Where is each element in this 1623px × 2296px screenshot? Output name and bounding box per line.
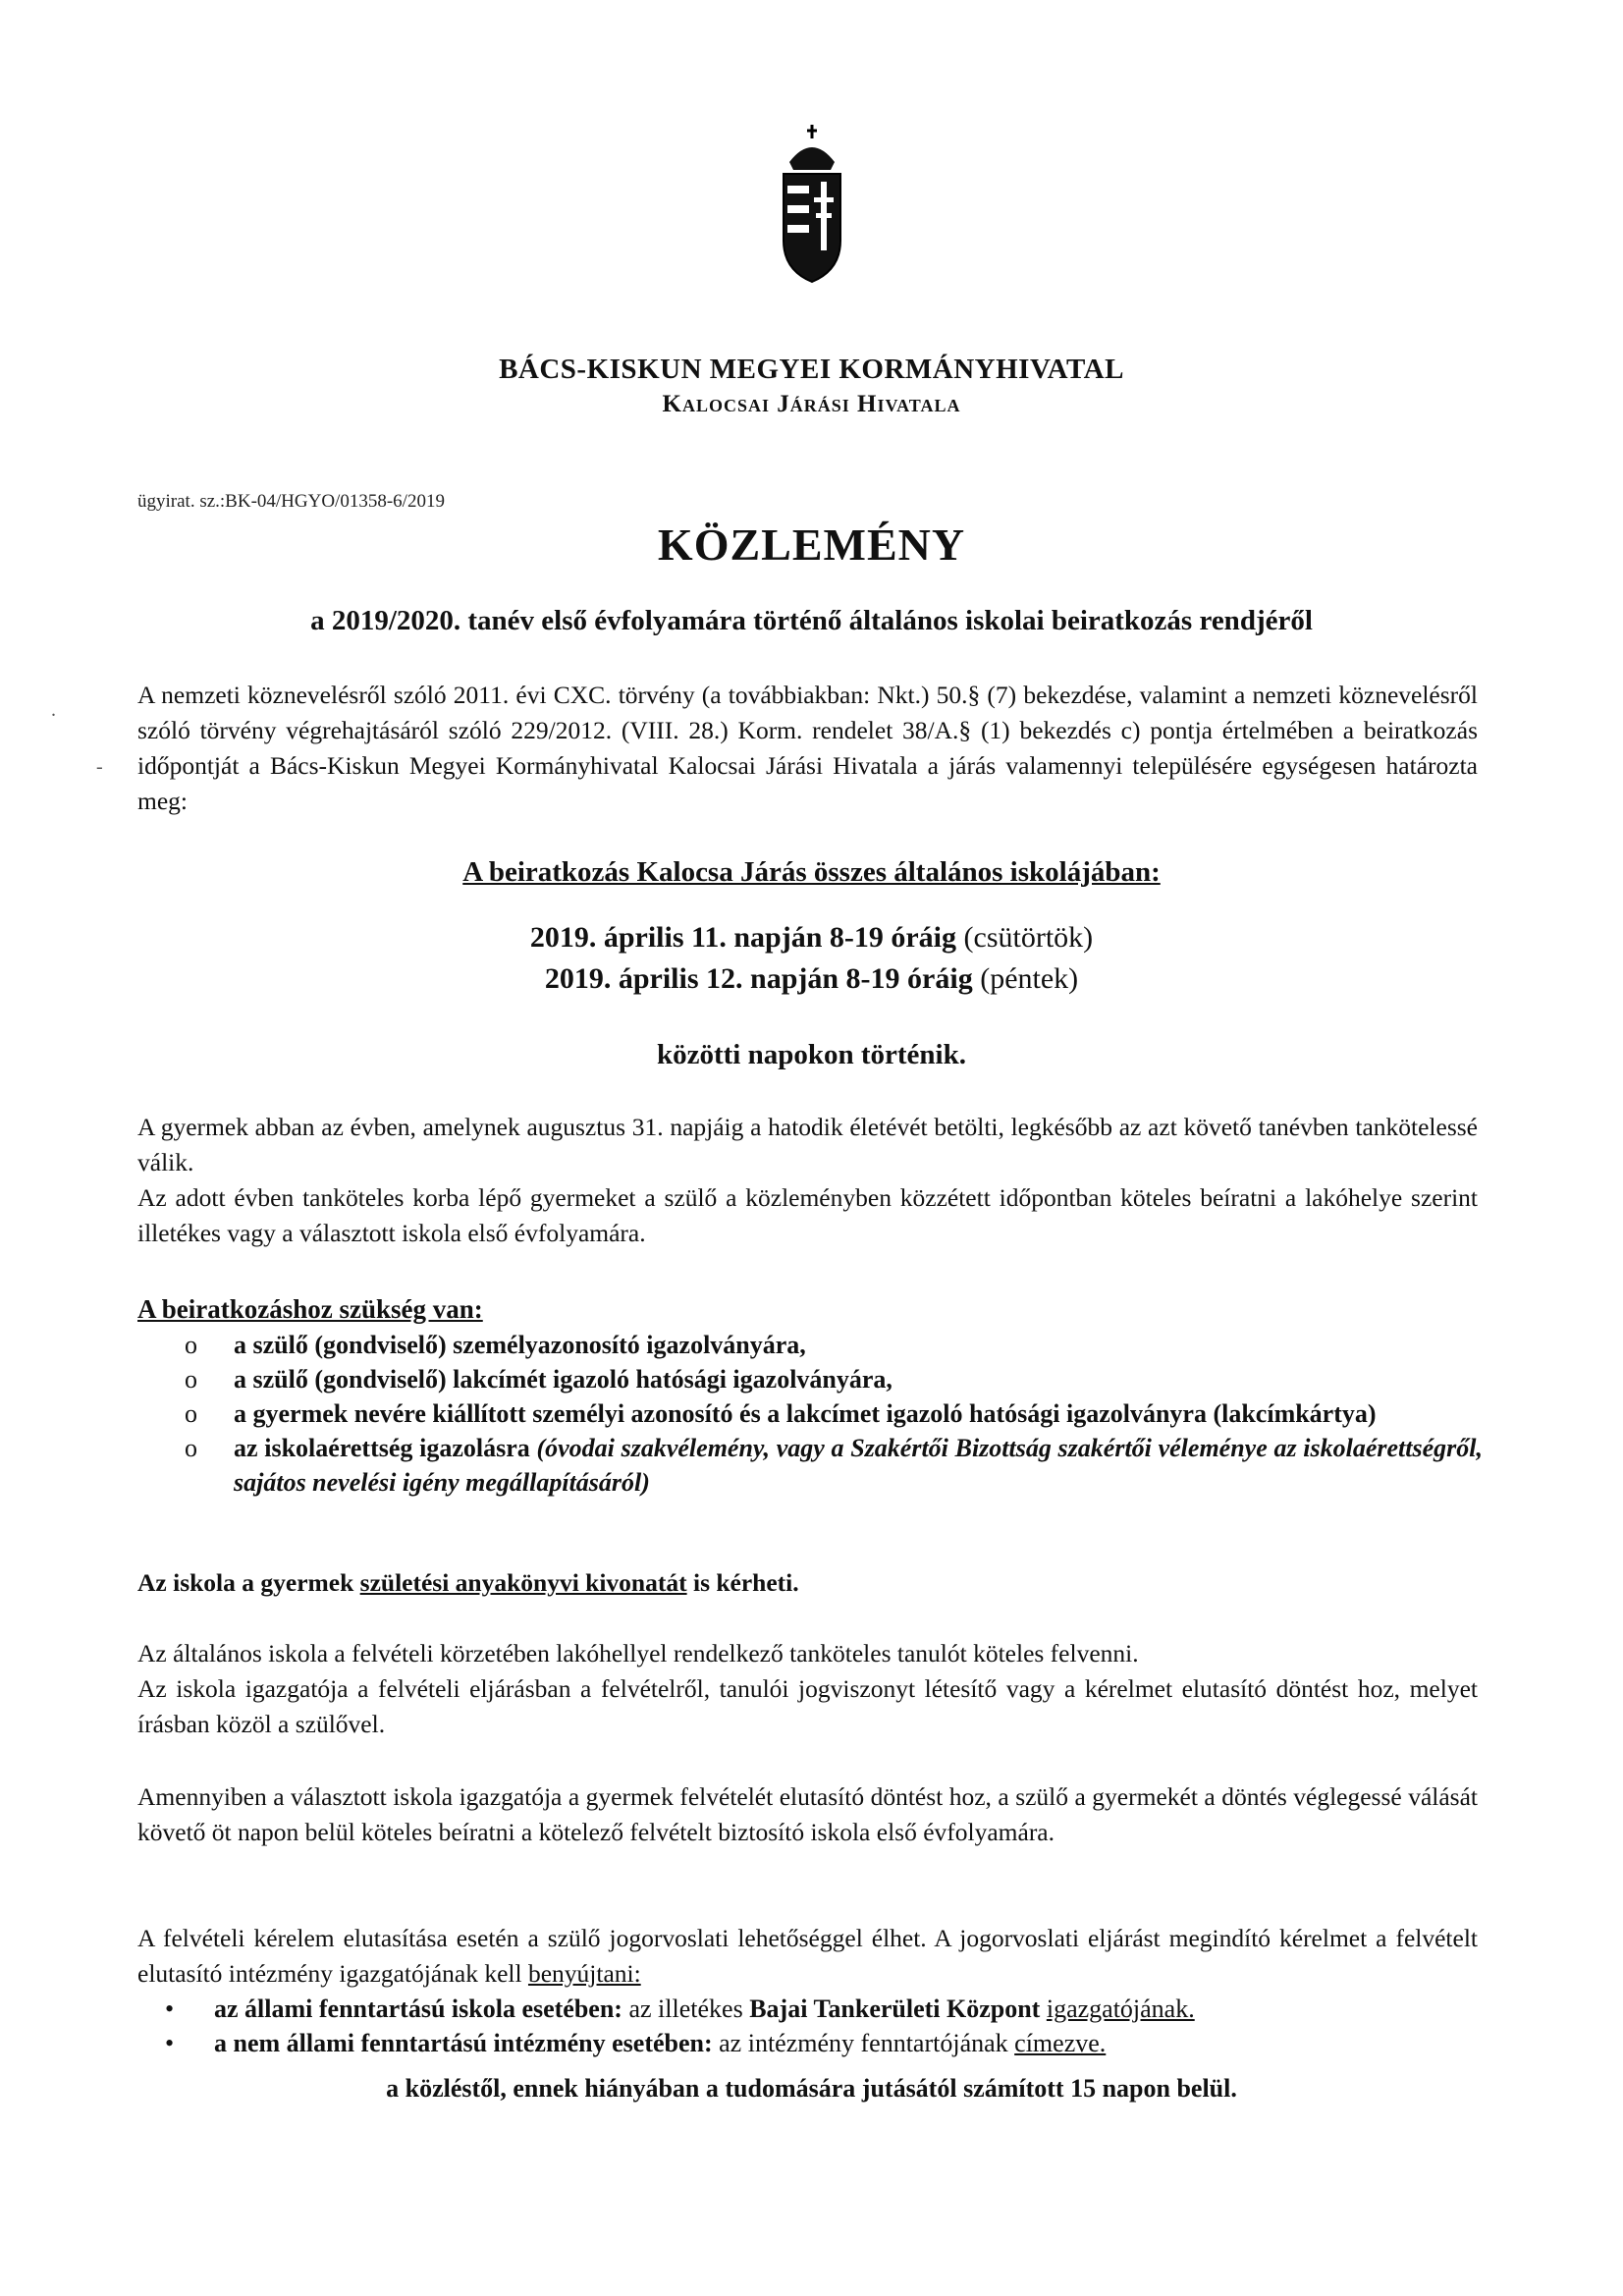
appeal-paragraph: A felvételi kérelem elutasítása esetén a szülő jogorvoslati lehetőséggel élhet. A jogorvoslati eljárást megindító kérelmet a felvételt elutasító intézmény igazgatójának kell benyújtani: [137,1924,1478,1988]
page-title: KÖZLEMÉNY [657,519,966,570]
requirements-heading: A beiratkozáshoz szükség van: [137,1294,483,1324]
enrollment-between: közötti napokon történik. [656,1039,966,1070]
circle-bullet-icon: o [185,1434,197,1462]
circle-bullet-icon: o [185,1399,197,1428]
org-office: Kalocsai Járási Hivatala [662,391,961,417]
list-item: • az állami fenntartású iskola esetében: az illetékes Bajai Tankerületi Központ igazgatójának. [157,1992,1483,2026]
birth-cert-line: Az iskola a gyermek születési anyakönyvi kivonatát is kérheti. [137,1568,799,1597]
bullet-icon: • [165,2029,175,2057]
org-name: BÁCS-KISKUN MEGYEI KORMÁNYHIVATAL [499,354,1124,385]
intro-paragraph: A nemzeti köznevelésről szóló 2011. évi CXC. törvény (a továbbiakban: Nkt.) 50.§ (7) bekezdése, valamint a nemzeti köznevelésről szóló törvény végrehajtásáról szóló 229/2012. (VIII. 28.) Korm. rendelet 38/A.§ (1) bekezdés c) pontja értelmében a beiratkozás időpontját a Bács-Kiskun Megyei Kormányhivatal Kalocsai Járási Hivatala a járás valamennyi településére egységesen határozta meg: [137,681,1478,815]
appeal-list [157,1992,1483,2060]
list-item: o az iskolaérettség igazolásra (óvodai szakvélemény, vagy a Szakértői Bizottság szakértői véleménye az iskolaérettségről, sajátos nevelési igény megállapításáról) [177,1431,1483,1500]
date-2-day: (péntek) [980,962,1079,995]
enrollment-date-1 [0,921,1623,955]
list-item: • a nem állami fenntartású intézmény esetében: az intézmény fenntartójának címezve. [157,2026,1483,2060]
list-item: o a gyermek nevére kiállított személyi azonosító és a lakcímet igazoló hatósági igazolványra (lakcímkártya) [177,1396,1483,1431]
file-number: ügyirat. sz.:BK-04/HGYO/01358-6/2019 [137,491,445,512]
coat-of-arms-icon [768,123,856,290]
admission-paragraph-3: Amennyiben a választott iskola igazgatója a gyermek felvételét elutasító döntést hoz, a szülő a gyermekét a döntés véglegessé válását követő öt napon belül köteles beíratni a kötelező felvételt biztosító iskola első évfolyamára. [137,1782,1478,1846]
enrollment-date-2 [0,962,1623,996]
requirements-list [177,1328,1483,1500]
appeal-underlined: benyújtani: [527,1959,641,1988]
appeal-deadline: a közléstől, ennek hiányában a tudomására jutásától számított 15 napon belül. [386,2074,1237,2103]
scan-mark: . [51,699,56,721]
admission-paragraph-1: Az általános iskola a felvételi körzetében lakóhellyel rendelkező tanköteles tanulót köteles felvenni. [137,1639,1139,1667]
enrollment-heading: A beiratkozás Kalocsa Járás összes általános iskolájában: [462,856,1161,888]
list-item: o a szülő (gondviselő) személyazonosító igazolványára, [177,1328,1483,1362]
obligation-paragraph: Az adott évben tanköteles korba lépő gyermeket a szülő a közleményben közzétett időpontban köteles beíratni a lakóhelye szerint illetékes vagy a választott iskola első évfolyamára. [137,1183,1478,1247]
requirement-note: (óvodai szakvélemény, vagy a Szakértői Bizottság szakértői véleménye az iskolaérettségről, sajátos nevelési igény megállapításáról) [234,1434,1484,1497]
age-paragraph: A gyermek abban az évben, amelynek augusztus 31. napjáig a hatodik életévét betölti, legkésőbb az azt követő tanévben tankötelessé válik. [137,1113,1478,1176]
circle-bullet-icon: o [185,1331,197,1359]
date-2-time: 2019. április 12. napján 8-19 óráig [544,962,973,995]
date-1-day: (csütörtök) [963,921,1094,954]
list-item: o a szülő (gondviselő) lakcímét igazoló hatósági igazolványára, [177,1362,1483,1396]
bullet-icon: • [165,1995,175,2023]
birth-cert-underlined: születési anyakönyvi kivonatát [359,1568,687,1597]
admission-paragraph-2: Az iskola igazgatója a felvételi eljárásban a felvételről, tanulói jogviszonyt létesítő vagy a kérelmet elutasító döntést hoz, melyet írásban közöl a szülővel. [137,1674,1478,1738]
page-subtitle: a 2019/2020. tanév első évfolyamára történő általános iskolai beiratkozás rendjéről [310,605,1313,636]
circle-bullet-icon: o [185,1365,197,1394]
scan-mark: - [96,756,103,778]
date-1-time: 2019. április 11. napján 8-19 óráig [529,921,957,954]
